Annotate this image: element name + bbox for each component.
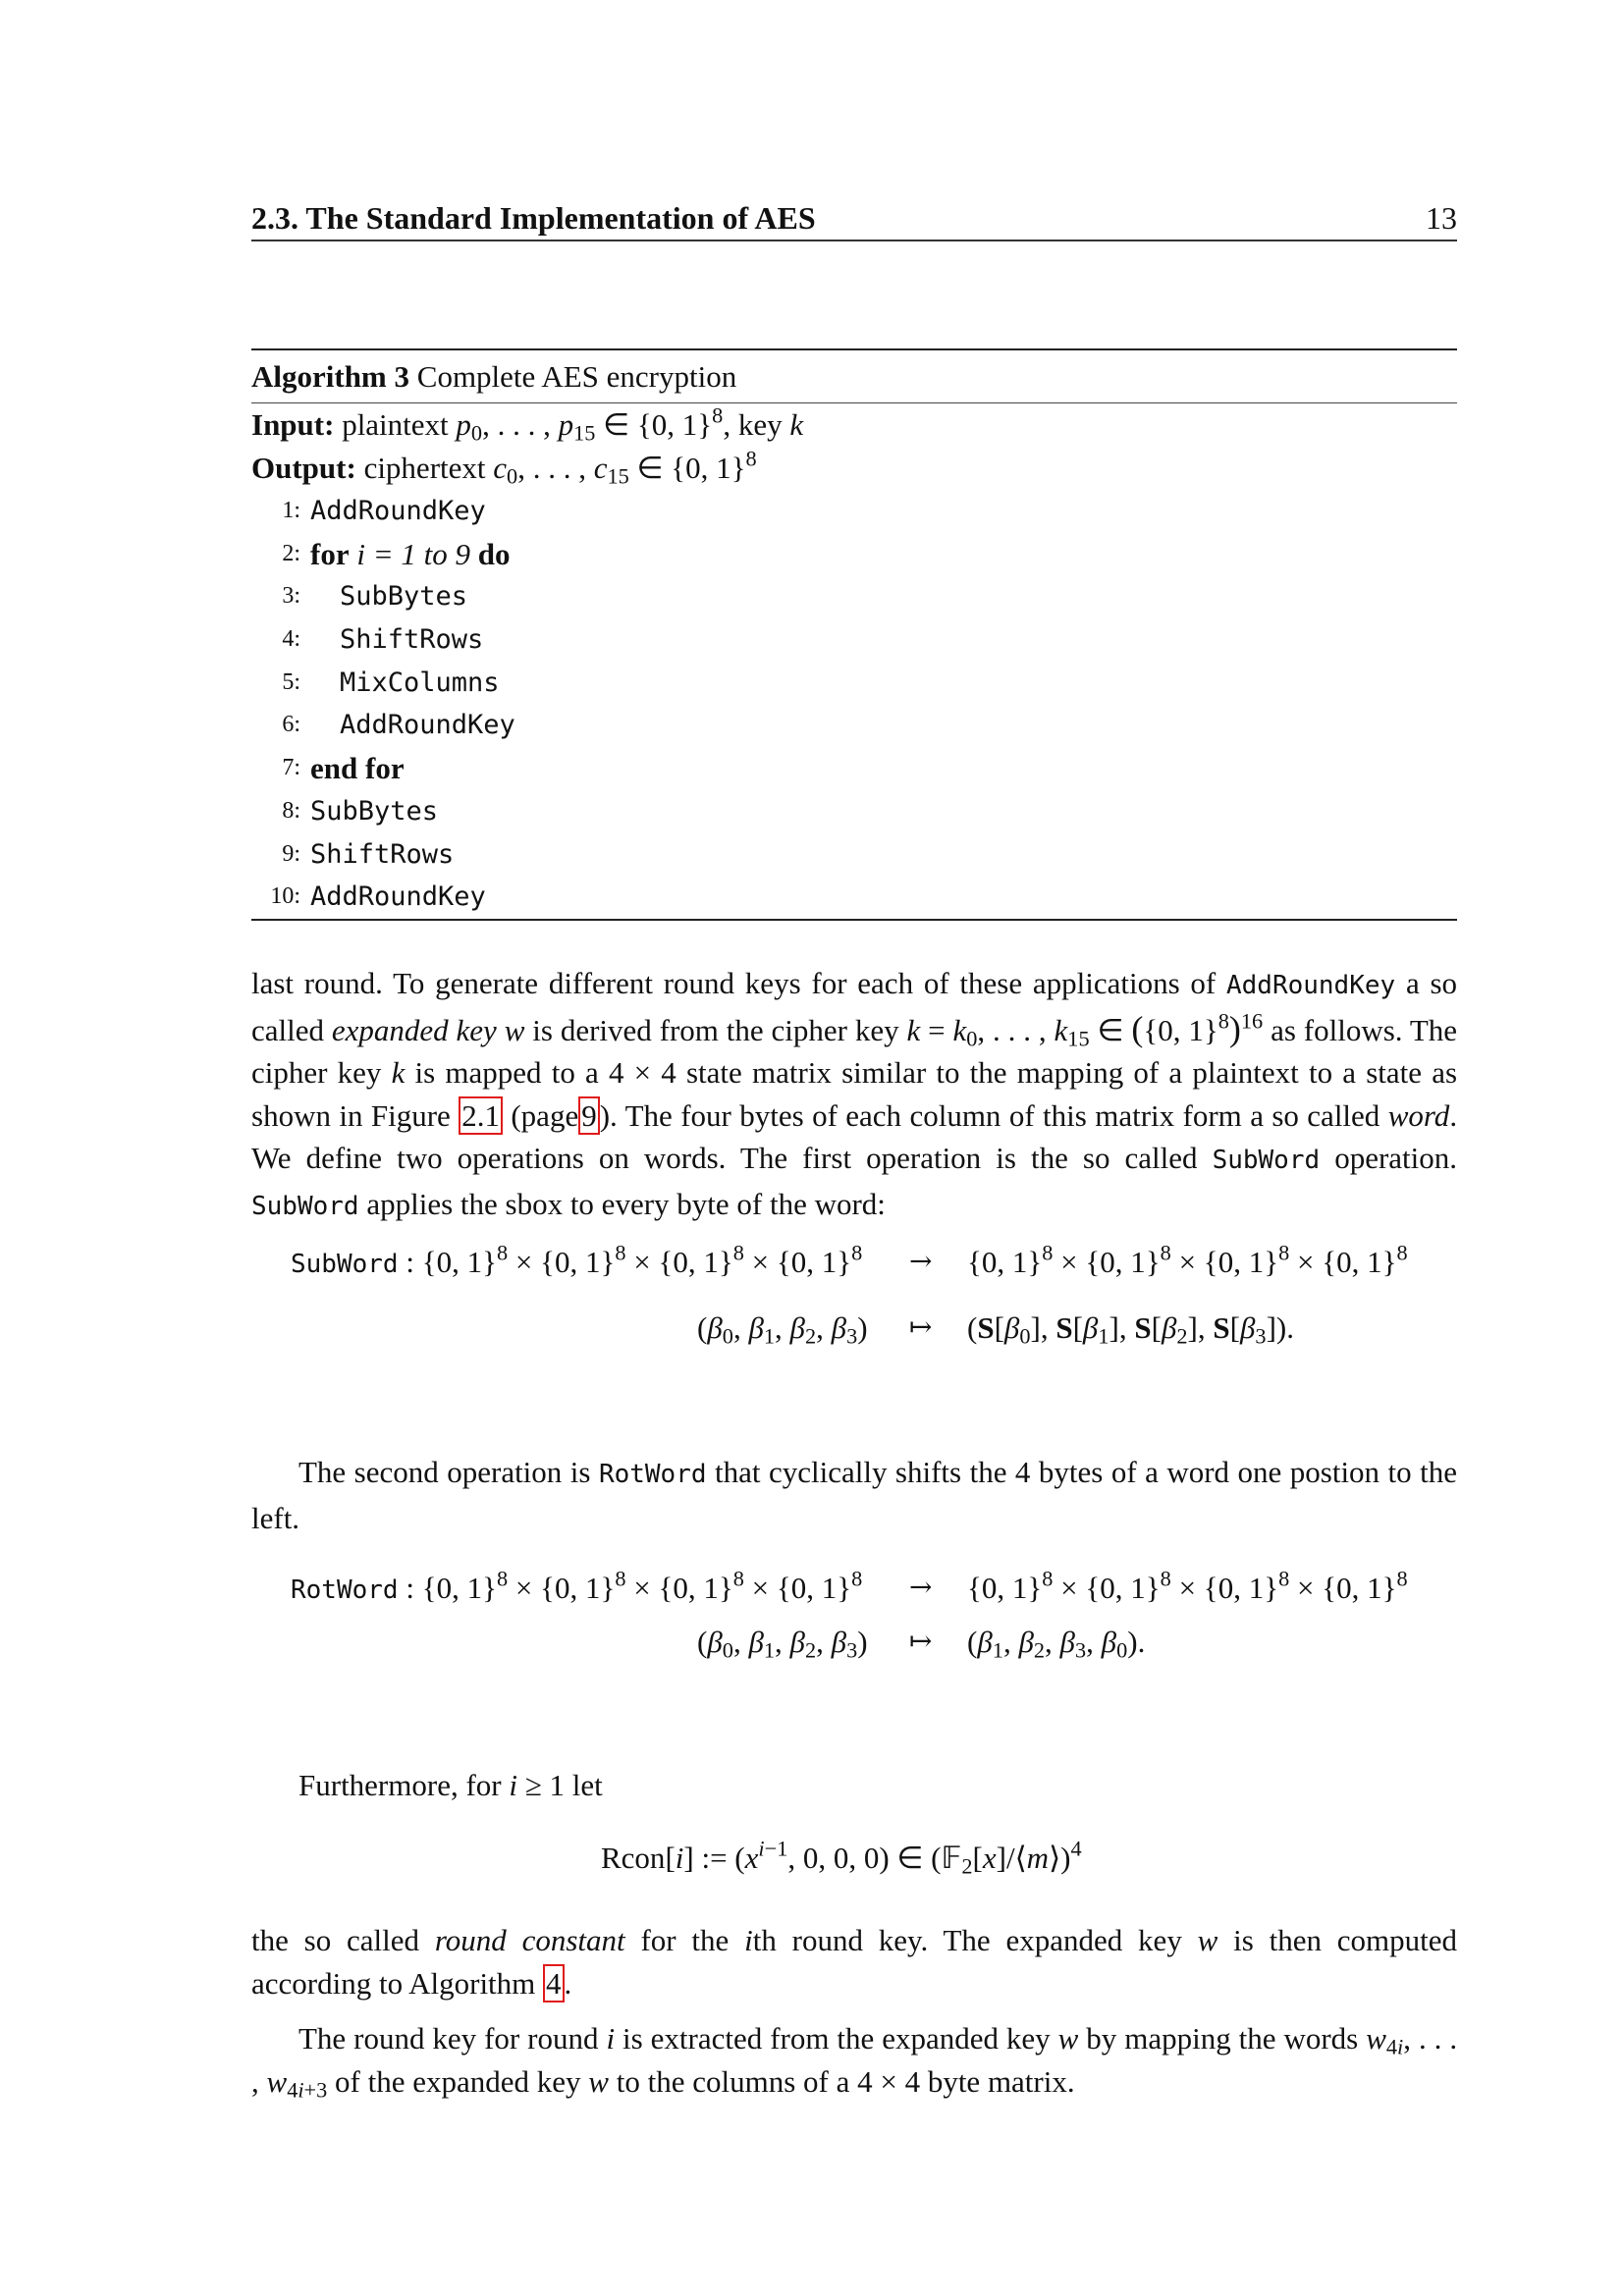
algorithm-line: 1: AddRoundKey (282, 496, 486, 526)
paragraph-furthermore: Furthermore, for i ≥ 1 let (298, 1768, 603, 1802)
rotword-result: ($\beta_1$, $\beta_2$, $\beta_3$, $\beta_0$). (967, 1625, 1146, 1663)
figure-link[interactable]: 2.1 (459, 1096, 503, 1135)
rotword-equation-line2: ($\beta_0$, $\beta_1$, $\beta_2$, $\beta_3$) (697, 1625, 868, 1663)
maps-to-icon: ↦ (909, 1625, 933, 1657)
right-arrow-icon: → (909, 1245, 933, 1277)
algorithm-line: 10: AddRoundKey (270, 881, 486, 913)
subword-equation-line2: ($\beta_0$, $\beta_1$, $\beta_2$, $\beta_3$) (697, 1310, 868, 1349)
page-link[interactable]: 9 (578, 1096, 600, 1135)
algorithm-title: Complete AES encryption (416, 359, 737, 394)
paragraph-rotword: The second operation is RotWord that cyclically shifts the 4 bytes of a word one postion to the left. (251, 1455, 1457, 1535)
algorithm-box (251, 348, 1457, 921)
algorithm-input: Input: plaintext $p_0$, . . . , $p_{15}$ ∈ {0, 1}$^8$, key k (251, 402, 804, 446)
algorithm-output: Output: ciphertext $c_0$, . . . , $c_{15}$ ∈ {0, 1}$^8$ (251, 446, 757, 489)
subword-equation-line1: SubWord : {0, 1}$^8$ × {0, 1}$^8$ × {0, 1}$^8$ × {0, 1}$^8$ (291, 1240, 863, 1279)
maps-to-icon: ↦ (909, 1310, 933, 1343)
rotword-equation-line1: RotWord : {0, 1}$^8$ × {0, 1}$^8$ × {0, 1}$^8$ × {0, 1}$^8$ (291, 1566, 863, 1605)
subword-codomain: {0, 1}$^8$ × {0, 1}$^8$ × {0, 1}$^8$ × {0, 1}$^8$ (967, 1240, 1408, 1279)
right-arrow-icon: → (909, 1571, 933, 1603)
algorithm-line: 7: end for (282, 751, 405, 786)
rcon-equation: Rcon[i] := ($x^{i-1}$, 0, 0, 0) ∈ (𝔽$_2$[x]/⟨m⟩)$^4$ (601, 1836, 1082, 1879)
algorithm-line: 6: AddRoundKey (282, 710, 515, 741)
algorithm-line: 9: ShiftRows (282, 838, 455, 870)
algorithm-label: Algorithm 3 (251, 359, 410, 394)
rotword-codomain: {0, 1}$^8$ × {0, 1}$^8$ × {0, 1}$^8$ × {0, 1}$^8$ (967, 1566, 1408, 1605)
algorithm-link[interactable]: 4 (543, 1964, 565, 2002)
section-title: 2.3. The Standard Implementation of AES (251, 200, 816, 236)
algorithm-line: 5: MixColumns (282, 667, 500, 698)
algorithm-line: 4: ShiftRows (282, 624, 484, 656)
page-number: 13 (1426, 200, 1457, 236)
algorithm-line: 3: SubBytes (282, 581, 468, 613)
algorithm-line: 8: SubBytes (282, 795, 439, 827)
subword-result: ($S[\beta_0]$, $S[\beta_1]$, $S[\beta_2]$, $S[\beta_3]$). (967, 1310, 1294, 1349)
paragraph-expanded-key: last round. To generate different round keys for each of these applications of AddRoundKey a so called expanded key w is derived from the cipher key $k = k_0$, . . . , $k_{15}$ ∈ ({0, 1}$^8$)$^{16}$ as follows. The cipher key k is mapped to a 4 × 4 state matrix similar to the mapping of a plaintext to a state as shown in Figure 2.1 (page9). The four bytes of each column of this matrix form a so called word. We define two operations on words. The first operation is the so called SubWord operation. SubWord applies the sbox to every byte of the word: (251, 966, 1458, 1221)
running-header (251, 200, 1457, 241)
paragraph-round-key: The round key for round i is extracted from the expanded key w by mapping the words $w_{4i}$, . . . , $w_{4i+3}$ of the expanded key w to the columns of a 4 × 4 byte matrix. (251, 2021, 1458, 2103)
algorithm-line: 2: for i = 1 to 9 do (282, 536, 511, 571)
paragraph-round-constant: the so called round constant for the ith round key. The expanded key w is then computed according to Algorithm 4. (251, 1923, 1458, 2001)
algorithm-caption (251, 350, 1457, 403)
